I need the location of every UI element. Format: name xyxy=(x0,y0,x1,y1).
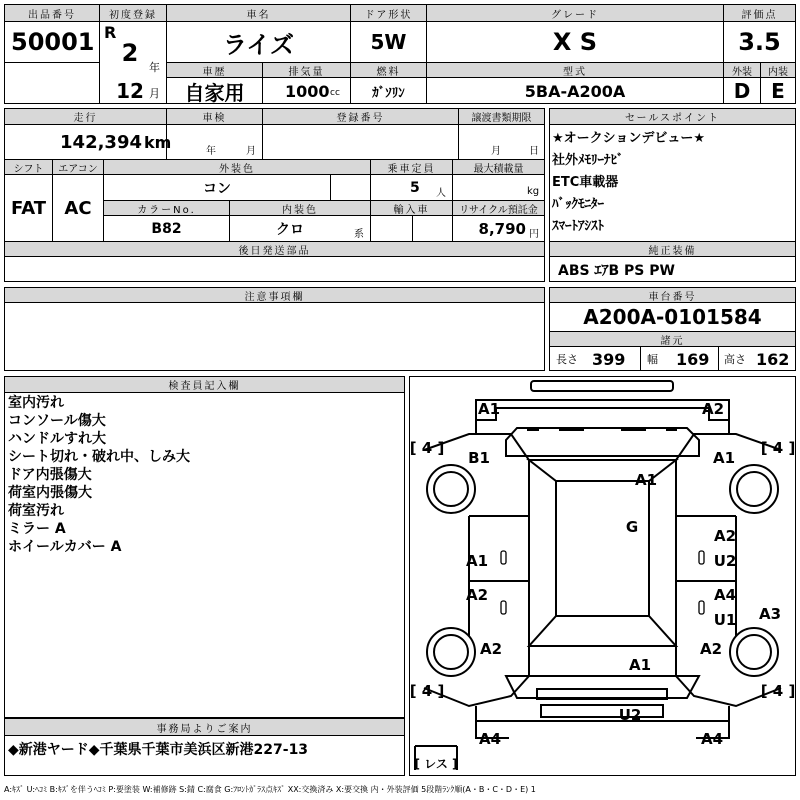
capacity: 5 xyxy=(410,179,420,196)
sales-point-item: 社外ﾒﾓﾘｰﾅﾋﾞ xyxy=(552,153,624,168)
month-unit: 月 xyxy=(149,87,160,100)
lot-number: 50001 xyxy=(11,28,95,56)
sales-point-label: セールスポイント xyxy=(550,109,795,124)
shift-type: FAT xyxy=(10,197,47,219)
interior-grade: E xyxy=(771,79,785,103)
damage-mark: A1 xyxy=(628,656,652,674)
recycle-fee-label: リサイクル預託金 xyxy=(453,201,544,215)
capacity-label: 乗車定員 xyxy=(371,160,452,174)
history: 自家用 xyxy=(184,80,245,105)
registration-year: 2 xyxy=(121,39,139,67)
inspector-note: コンソール傷大 xyxy=(8,413,106,429)
damage-mark: A4 xyxy=(713,586,737,604)
length-label: 長さ xyxy=(556,353,578,366)
max-load-label: 最大積載量 xyxy=(453,160,544,174)
inspection-label: 車検 xyxy=(167,109,262,124)
door-type-label: ドア形状 xyxy=(351,5,426,21)
office-notice: ◆新港ヤード◆千葉県千葉市美浜区新港227-13 xyxy=(8,742,309,758)
exterior-color: コン xyxy=(203,180,231,197)
damage-mark: A4 xyxy=(478,730,502,748)
aircon-label: エアコン xyxy=(53,160,103,174)
inspector-note: ホイールカバー A xyxy=(8,539,122,555)
inspector-note: 室内汚れ xyxy=(8,395,64,411)
registration-month: 12 xyxy=(116,79,144,103)
registration-number-label: 登録番号 xyxy=(263,109,458,124)
year-unit: 年 xyxy=(149,61,160,74)
mileage-label: 走行 xyxy=(5,109,166,124)
fuel: ｶﾞｿﾘﾝ xyxy=(372,85,405,101)
load-unit: kg xyxy=(527,185,540,197)
car-name: ライズ xyxy=(222,30,295,59)
grade-label: グレード xyxy=(427,5,723,21)
score: 3.5 xyxy=(738,28,781,56)
height: 162 xyxy=(756,349,790,369)
door-type: 5W xyxy=(370,30,407,54)
history-label: 車歴 xyxy=(167,63,262,77)
spare-tire-label: [ レス ] xyxy=(414,756,458,771)
fuel-label: 燃料 xyxy=(351,63,426,77)
damage-mark: A1 xyxy=(634,471,658,489)
length: 399 xyxy=(592,349,626,369)
color-number: B82 xyxy=(151,220,182,237)
inspector-note: ドア内張傷大 xyxy=(8,467,92,483)
era-letter: R xyxy=(104,22,117,42)
notes-label: 注意事項欄 xyxy=(5,288,544,302)
chassis-number: A200A-0101584 xyxy=(583,305,762,329)
specs-label: 諸元 xyxy=(550,332,795,346)
damage-mark: A2 xyxy=(701,400,725,418)
inspector-note: ミラー A xyxy=(8,521,66,537)
displacement: 1000 xyxy=(285,81,330,101)
car-name-label: 車名 xyxy=(167,5,350,21)
tire-rear-left-tread: [ 4 ] xyxy=(409,682,445,700)
sales-point-item: ★オークションデビュー★ xyxy=(552,131,706,146)
score-label: 評価点 xyxy=(724,5,795,21)
damage-mark: A1 xyxy=(465,552,489,570)
standard-equipment: ABS ｴｱB PS PW xyxy=(558,263,675,279)
model-code-label: 型式 xyxy=(427,63,723,77)
recycle-fee-unit: 円 xyxy=(529,228,539,240)
inspector-notes-label: 検査員記入欄 xyxy=(5,377,404,392)
damage-mark: A2 xyxy=(479,640,503,658)
capacity-unit: 人 xyxy=(436,187,446,199)
office-notice-label: 事務局よりご案内 xyxy=(5,719,404,735)
height-label: 高さ xyxy=(724,353,746,366)
shift-label: シフト xyxy=(5,160,52,174)
damage-mark: A1 xyxy=(712,449,736,467)
interior-label: 内装 xyxy=(761,63,795,77)
grade: X S xyxy=(552,28,598,56)
chassis-number-label: 車台番号 xyxy=(550,288,795,302)
damage-mark: U1 xyxy=(713,611,737,629)
model-code: 5BA-A200A xyxy=(524,81,626,101)
interior-color-label: 内装色 xyxy=(230,201,370,215)
inspection-month-unit: 月 xyxy=(246,145,256,157)
damage-mark: U2 xyxy=(618,706,642,724)
aircon: AC xyxy=(64,197,92,219)
interior-color-unit: 系 xyxy=(354,228,364,240)
later-parts-label: 後日発送部品 xyxy=(5,242,544,256)
width-label: 幅 xyxy=(647,353,658,366)
damage-mark: A2 xyxy=(713,527,737,545)
tire-rear-right-tread: [ 4 ] xyxy=(760,682,796,700)
damage-mark: A2 xyxy=(699,640,723,658)
mileage-unit: km xyxy=(144,132,172,152)
inspector-note: 荷室汚れ xyxy=(8,503,64,519)
import-label: 輸入車 xyxy=(371,201,452,215)
damage-mark: A1 xyxy=(477,400,501,418)
sales-point-item: ETC車載器 xyxy=(552,175,619,190)
inspector-note: 荷室内張傷大 xyxy=(8,485,92,501)
displacement-label: 排気量 xyxy=(263,63,350,77)
damage-mark: B1 xyxy=(468,449,490,467)
tire-front-right-tread: [ 4 ] xyxy=(760,439,796,457)
car-diagram xyxy=(409,376,796,776)
tire-front-left-tread: [ 4 ] xyxy=(409,439,445,457)
inspector-note: シート切れ・破れ中、しみ大 xyxy=(8,449,190,465)
inspector-note: ハンドルすれ大 xyxy=(8,431,106,447)
width: 169 xyxy=(676,349,710,369)
sales-point-item: ﾊﾞｯｸﾓﾆﾀｰ xyxy=(552,197,604,212)
transfer-deadline-label: 譲渡書類期限 xyxy=(459,109,544,124)
damage-mark: G xyxy=(625,518,639,536)
damage-mark: A4 xyxy=(700,730,724,748)
recycle-fee: 8,790 xyxy=(478,219,526,238)
lot-number-label: 出品番号 xyxy=(5,5,99,21)
exterior-label: 外装 xyxy=(724,63,760,77)
exterior-grade: D xyxy=(733,79,751,103)
damage-mark: U2 xyxy=(713,552,737,570)
standard-equipment-label: 純正装備 xyxy=(550,242,795,256)
displacement-unit: cc xyxy=(330,88,340,98)
exterior-color-label: 外装色 xyxy=(104,160,370,174)
interior-color: クロ xyxy=(276,221,304,238)
sales-point-item: ｽﾏｰﾄｱｼｽﾄ xyxy=(552,219,604,234)
transfer-day-unit: 日 xyxy=(529,145,539,157)
damage-mark: A2 xyxy=(465,586,489,604)
damage-legend: A:ｷｽﾞ U:ﾍｺﾐ B:ｷｽﾞを伴うﾍｺﾐ P:要塗装 W:補修跡 S:錆 C:腐食 G:ﾌﾛﾝﾄｶﾞﾗｽ点ｷｽﾞ XX:交換済み X:要交換 内・外装評価 5段階ﾗﾝｸ順(A・B・C・D・E) 1 xyxy=(4,784,536,794)
sales-point-list xyxy=(552,128,792,238)
first-registration-label: 初度登録 xyxy=(100,5,166,21)
inspector-notes-list xyxy=(8,394,403,556)
inspection-year-unit: 年 xyxy=(206,145,216,157)
transfer-month-unit: 月 xyxy=(491,145,501,157)
damage-mark: A3 xyxy=(758,605,782,623)
color-number-label: カラーNo. xyxy=(104,201,229,215)
mileage: 142,394 xyxy=(60,131,142,153)
